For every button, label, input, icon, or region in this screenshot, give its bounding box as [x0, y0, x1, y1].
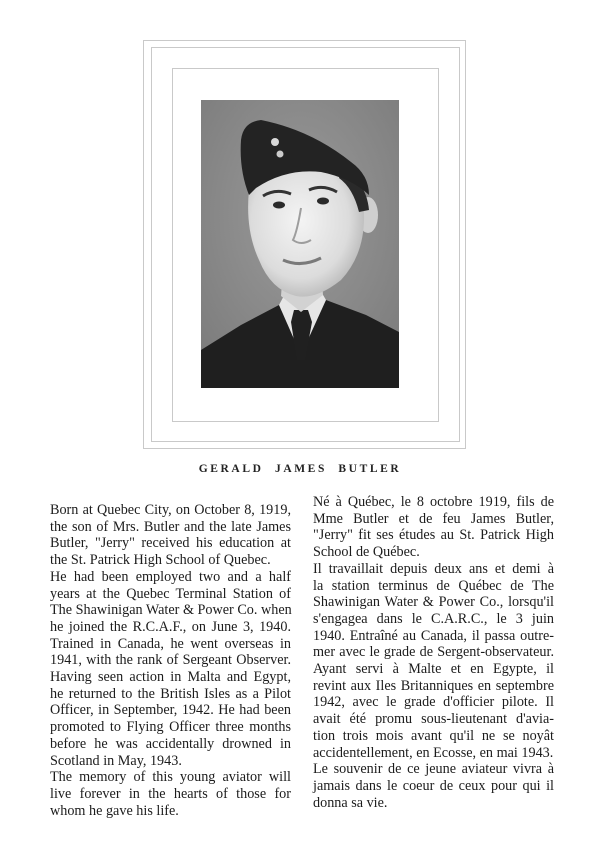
text-line: live forever in the hearts of those for	[50, 785, 291, 802]
name-heading: GERALD JAMES BUTLER	[198, 463, 402, 475]
text-line: 1940. Entraîné au Canada, il passa outre-	[313, 627, 554, 644]
english-paragraph-1	[50, 502, 291, 569]
text-line: s'engagea dans le C.A.R.C., le 3 juin	[313, 610, 554, 627]
text-line: whom he gave his life.	[50, 802, 179, 819]
text-line: la station terminus de Québec de The	[313, 577, 554, 594]
text-line: avait été promu sous-lieutenant d'avia-	[313, 711, 554, 728]
text-line: he joined the R.C.A.F., on June 3, 1940.	[50, 618, 291, 635]
english-biography	[50, 502, 291, 819]
text-line: mer avec le grade de Sergent-observateur.	[313, 644, 554, 661]
text-line: Officer, in September, 1942. He had been	[50, 702, 291, 719]
french-paragraph-3	[313, 761, 554, 811]
text-line: Shawinigan Water & Power Co., lorsqu'il	[313, 594, 554, 611]
portrait-photo	[201, 100, 399, 388]
text-line: Scotland in May, 1943.	[50, 752, 182, 769]
text-line: accidentellement, en Ecosse, en mai 1943.	[313, 744, 554, 761]
english-paragraph-2	[50, 569, 291, 769]
text-line: The memory of this young aviator will	[50, 769, 291, 786]
text-line: Ayant servi à Malte et en Egypte, il	[313, 661, 554, 678]
text-line: he returned to the British Isles as a Pilot	[50, 685, 291, 702]
text-line: Le souvenir de ce jeune aviateur vivra à	[313, 761, 554, 778]
french-paragraph-1	[313, 494, 554, 561]
french-paragraph-2	[313, 561, 554, 761]
text-line: Mme Butler et de feu James Butler,	[313, 510, 554, 527]
text-line: Butler, "Jerry" received his education at	[50, 535, 291, 552]
text-line: the St. Patrick High School of Quebec.	[50, 552, 271, 569]
text-line: Trained in Canada, he went overseas in	[50, 635, 291, 652]
portrait-photo-icon	[201, 100, 399, 388]
text-line: revint aux Iles Britanniques en septembre	[313, 677, 554, 694]
text-line: the son of Mrs. Butler and the late James	[50, 518, 291, 535]
text-line: Il travaillait depuis deux ans et demi à	[313, 560, 554, 577]
text-line: The Shawinigan Water & Power Co. when	[50, 602, 292, 619]
text-line: Born at Quebec City, on October 8, 1919,	[50, 502, 291, 518]
text-line: jamais dans le coeur de ceux pour qui il	[313, 777, 554, 794]
text-line: Né à Québec, le 8 octobre 1919, fils de	[313, 494, 554, 510]
text-line: 1941, with the rank of Sergeant Observer.	[50, 652, 291, 669]
text-line: years at the Quebec Terminal Station of	[50, 585, 291, 602]
text-line: promoted to Flying Officer three months	[50, 719, 291, 736]
text-line: donna sa vie.	[313, 794, 388, 811]
text-line: School de Québec.	[313, 544, 420, 561]
text-line: He had been employed two and a half	[50, 568, 291, 585]
text-line: "Jerry" fit ses études au St. Patrick High	[313, 527, 554, 544]
text-line: Having seen action in Malta and Egypt,	[50, 669, 291, 686]
text-line: 1942, avec le grade d'officier pilote. Il	[313, 694, 554, 711]
text-line: before he was accidentally drowned in	[50, 735, 291, 752]
text-line: tion trois mois avant qu'il ne se noyât	[313, 727, 554, 744]
english-paragraph-3	[50, 769, 291, 819]
french-biography	[313, 494, 554, 811]
